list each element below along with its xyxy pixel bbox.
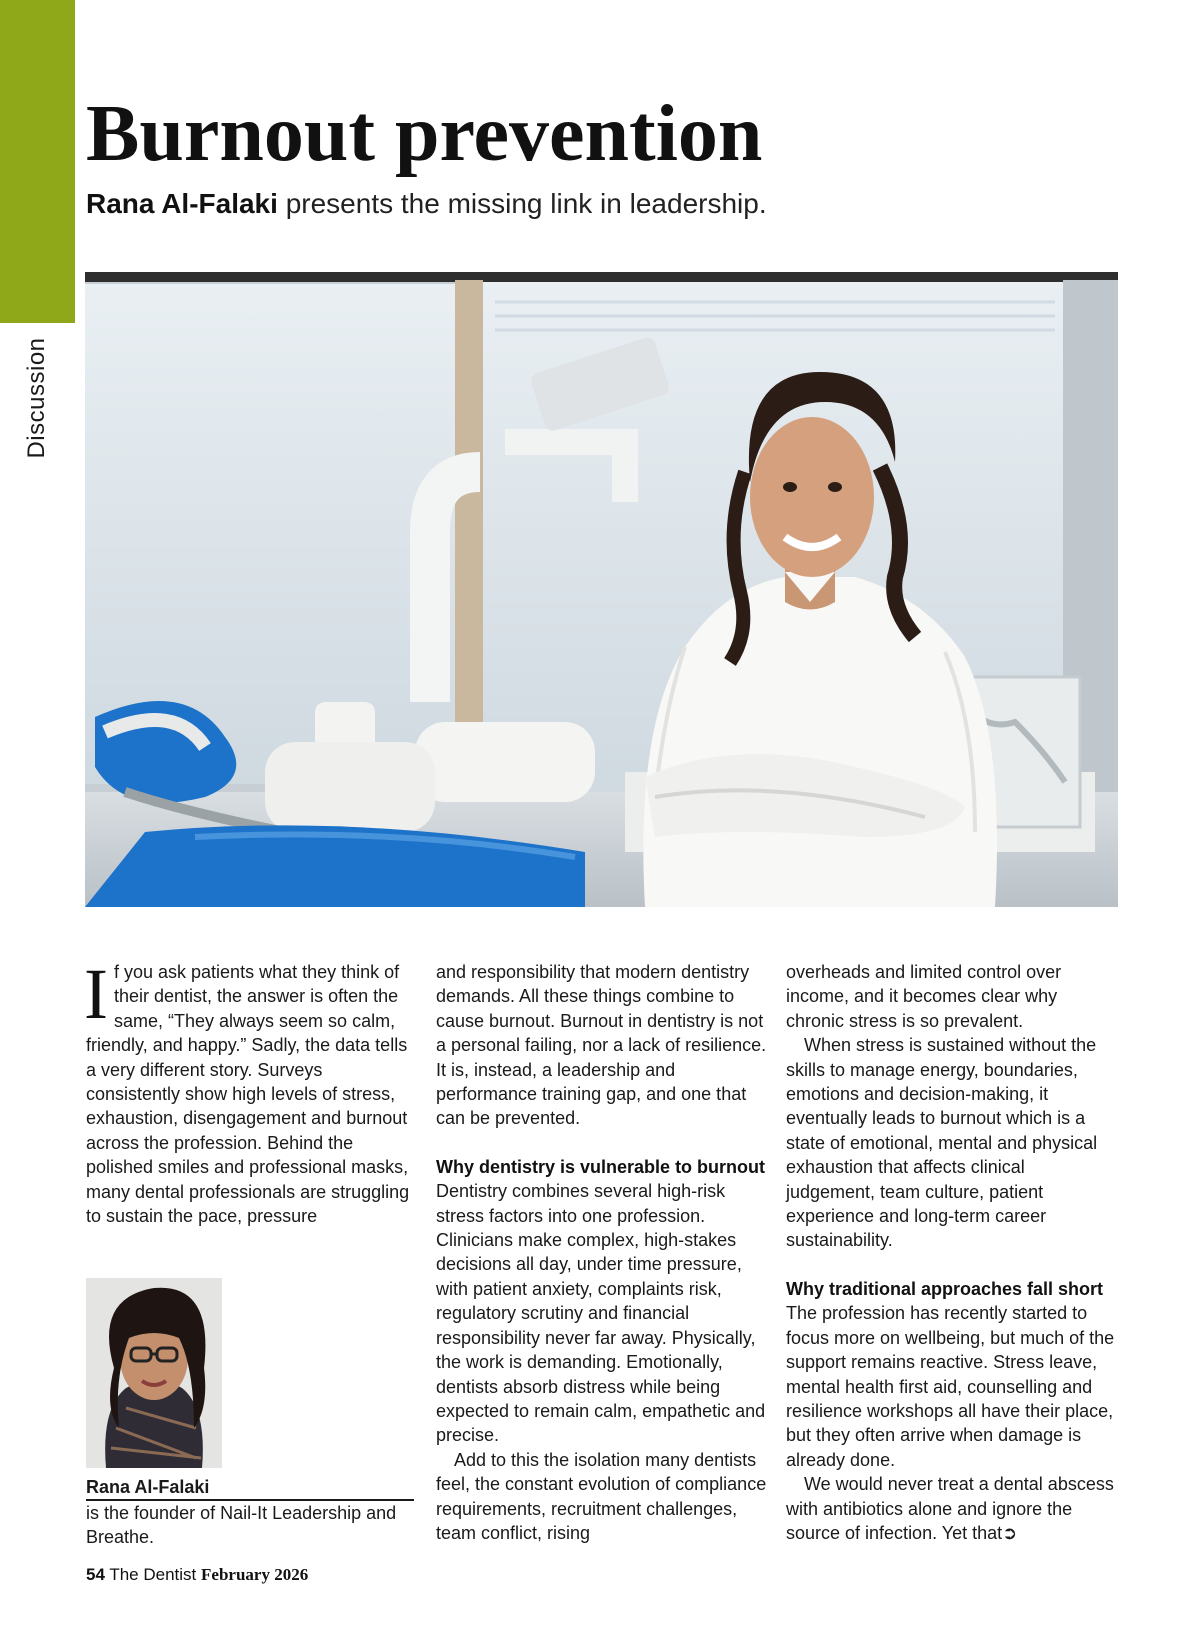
headline: Burnout prevention [86,90,763,178]
author-name: Rana Al-Falaki [86,1475,414,1501]
standfirst-text: presents the missing link in leadership. [277,188,767,219]
subheading: Why dentistry is vulnerable to burnout [436,1156,766,1177]
section-color-tab [0,0,75,323]
body-paragraph: and responsibility that modern dentistry demands. All these things combine to cause burnout. Burnout in dentistry is not a personal failing, nor a lack of resilience. It is, instead, a leadership and performance training gap, and one that can be prevented. [436,962,767,1129]
author-box [86,1475,414,1549]
issue-date: February 2026 [201,1565,309,1584]
drop-cap: I [84,954,108,1034]
dentist-portrait-photo [85,272,1118,907]
page-footer [86,1565,308,1585]
body-column-2 [436,960,772,1545]
body-paragraph: When stress is sustained without the skills to manage energy, boundaries, emotions and decision-making, it eventually leads to burnout which is a state of emotional, mental and physical exhaustion that affects clinical judgement, team culture, patient experience and long-term career sustainability. [786,1035,1098,1251]
body-paragraph [786,1472,1116,1545]
body-paragraph [84,954,416,1228]
author-bio: is the founder of Nail-It Leadership and Breathe. [86,1503,397,1547]
subheading: Why traditional approaches fall short [786,1278,1104,1299]
paragraph-text: We would never treat a dental abscess with antibiotics alone and ignore the source of infection. Yet that [786,1474,1114,1543]
page-number: 54 [86,1565,105,1584]
standfirst [86,186,767,222]
body-paragraph: overheads and limited control over income, and it becomes clear why chronic stress is so prevalent. [786,962,1062,1031]
author-photo [86,1278,222,1468]
body-paragraph: Add to this the isolation many dentists feel, the constant evolution of compliance requirements, recruitment challenges, team conflict, rising [436,1449,767,1543]
body-paragraph: Dentistry combines several high-risk stress factors into one profession. Clinicians make complex, high-stakes decisions all day, under time pressure, with patient anxiety, complaints risk, regulatory scrutiny and financial responsibility never far away. Physically, the work is demanding. Emotionally, dentists absorb distress while being expected to remain calm, empathetic and precise. [436,1181,766,1446]
body-column-1 [84,954,416,1228]
hero-photo [85,272,1118,907]
publication-name: The Dentist [109,1565,197,1584]
paragraph-text: f you ask patients what they think of their dentist, the answer is often the same, “They always seem so calm, friendly, and happy.” Sadly, the data tells a very different story. Surveys consistently show high levels of stress, exhaustion, disengagement and burnout across the profession. Behind the polished smiles and professional masks, many dental professionals are struggling to sustain the pace, pressure [86,962,410,1227]
author-portrait-photo [86,1278,222,1468]
standfirst-author: Rana Al-Falaki [86,188,278,219]
body-paragraph: The profession has recently started to focus more on wellbeing, but much of the support remains reactive. Stress leave, mental health first aid, counselling and resilience workshops all have their place, but they often arrive when damage is already done. [786,1303,1115,1470]
section-label: Discussion [23,337,50,459]
body-column-3 [786,960,1116,1545]
continued-arrow-icon: ➲ [1002,1522,1018,1543]
